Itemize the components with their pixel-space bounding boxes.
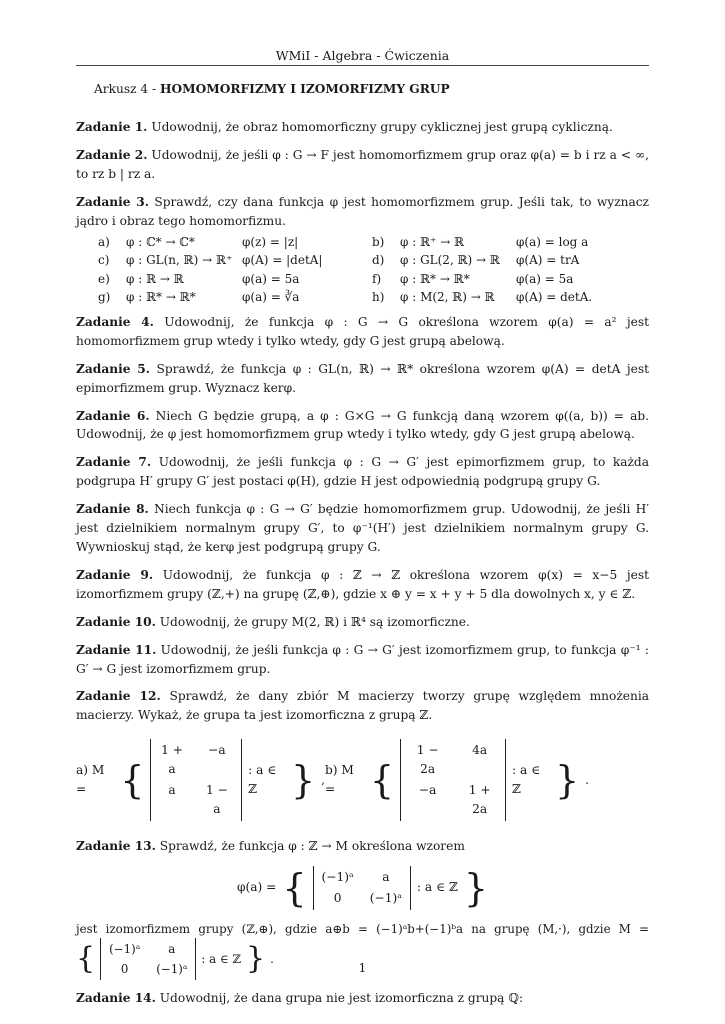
task-label: Zadanie 5. [76, 361, 151, 376]
task-text: Udowodnij, że jeśli funkcja φ : G → G′ jest epimorfizmem grup, to każda podgrupa H′ grupy G′ jest postaci φ(H), gdzie H jest odpowiednią podgrupą grupy G. [76, 455, 649, 489]
task-3-cell: φ : ℝ* → ℝ* [400, 271, 470, 286]
task-8 [76, 500, 649, 557]
matrix-cell: 1 + a [161, 743, 183, 777]
task-label: Zadanie 13. [76, 838, 156, 853]
task-3-cell: φ : ℝ⁺ → ℝ [400, 234, 465, 249]
task-3-cell: φ : GL(n, ℝ) → ℝ⁺ [126, 253, 233, 268]
task-3-row [98, 288, 596, 307]
task-3-row [98, 251, 596, 270]
matrix [400, 739, 506, 821]
task-1 [76, 118, 649, 137]
task-label: Zadanie 2. [76, 147, 148, 162]
task-14 [76, 989, 649, 1008]
matrix-cell: −a [418, 783, 437, 798]
set-condition: : a ∈ ℤ [416, 880, 458, 895]
task-text: Sprawdź, że funkcja φ : ℤ → M określona wzorem [159, 838, 465, 853]
task-5 [76, 360, 649, 398]
task-3-cell: φ(A) = detA. [516, 290, 593, 305]
task-3-cell: φ : ℝ* → ℝ* [126, 290, 196, 305]
matrix-cell: (−1)ᵃ [369, 890, 402, 905]
set-condition: : a ∈ ℤ [512, 763, 541, 797]
task-3-cell: b) [372, 234, 385, 249]
task-list [76, 118, 649, 1017]
set-prefix: a) M = [76, 763, 105, 797]
phi-label: φ(a) = [236, 880, 277, 895]
task-text: Udowodnij, że obraz homomorficzny grupy cyklicznej jest grupą cykliczną. [151, 120, 613, 134]
task-label: Zadanie 10. [76, 614, 156, 629]
sheet-prefix: Arkusz 4 - [94, 82, 161, 96]
matrix-cell: a [168, 941, 176, 956]
task-3-cell: φ : ℂ* → ℂ* [126, 234, 195, 249]
matrix-cell: 0 [120, 962, 129, 977]
task-text: jest izomorfizmem grupy (ℤ,⊕), gdzie a⊕b = (−1)ᵃb+(−1)ᵇa na grupę (M,·), gdzie M = [76, 921, 649, 936]
left-brace: { [120, 758, 145, 803]
matrix-cell: 1 − a [205, 783, 228, 816]
task-label: Zadanie 7. [76, 455, 152, 470]
task-label: Zadanie 12. [76, 689, 161, 704]
left-brace: { [282, 865, 307, 910]
right-brace: } [290, 758, 316, 803]
page-number: 1 [358, 960, 367, 975]
task-3-cell: φ(a) = ∛a [242, 290, 300, 305]
set-end: , [321, 772, 325, 787]
matrix-cell: a [168, 783, 176, 798]
task-3-cell: φ : M(2, ℝ) → ℝ [400, 290, 495, 305]
task-label: Zadanie 6. [76, 408, 150, 423]
task-label: Zadanie 8. [76, 502, 149, 517]
task-3-cell: a) [98, 234, 110, 249]
task-7 [76, 453, 649, 491]
right-brace: } [246, 941, 266, 977]
task-11 [76, 641, 649, 679]
task-3-items [98, 233, 596, 307]
matrix-cell: a [382, 869, 390, 884]
task-6 [76, 407, 649, 445]
task-3-cell: h) [372, 290, 385, 305]
task-3-cell: e) [98, 271, 110, 286]
task-label: Zadanie 3. [76, 194, 149, 209]
matrix-cell: −a [208, 743, 226, 758]
task-label: Zadanie 9. [76, 567, 154, 582]
task-text: Niech G będzie grupą, a φ : G×G → G funkcją daną wzorem φ((a, b)) = ab. Udowodnij, że φ jest homomorfizmem grup wtedy i tylko wtedy, gdy G jest grupą abelową. [76, 408, 650, 442]
sheet-title [94, 80, 450, 99]
task-text: Udowodnij, że grupy M(2, ℝ) i ℝ⁴ są izomorficzne. [159, 614, 470, 629]
task-3-row [98, 233, 596, 252]
task-3-cell: φ(z) = |z| [242, 234, 299, 249]
matrix-cell: (−1)ᵃ [109, 941, 141, 956]
set-end: . [585, 772, 590, 787]
task-3-cell: φ(a) = 5a [516, 271, 574, 286]
matrix-cell: 1 + 2a [468, 783, 491, 816]
task-text: Sprawdź, że dany zbiór M macierzy tworzy grupę względem mnożenia macierzy. Wykaż, że grupa ta jest izomorficzna z grupą ℤ. [76, 689, 650, 723]
task-label: Zadanie 14. [76, 991, 156, 1006]
task-text: Udowodnij, że funkcja φ : G → G określona wzorem φ(a) = a² jest homomorfizmem grup wtedy i tylko wtedy, gdy G jest grupą abelową. [76, 314, 649, 348]
matrix [150, 739, 242, 821]
task-3-cell: f) [372, 271, 382, 286]
task-12-set-b [325, 739, 589, 821]
sheet-heading: HOMOMORFIZMY I IZOMORFIZMY GRUP [160, 82, 450, 96]
right-brace: } [554, 758, 580, 803]
task-text: Sprawdź, że funkcja φ : GL(n, ℝ) → ℝ* określona wzorem φ(A) = detA jest epimorfizmem grup. Wyznacz kerφ. [76, 361, 649, 395]
matrix-cell: 4a [472, 743, 488, 758]
task-10 [76, 613, 649, 632]
task-3-cell: φ(A) = |detA| [242, 253, 323, 268]
task-text: Sprawdź, czy dana funkcja φ jest homomorfizmem grup. Jeśli tak, to wyznacz jądro i obraz tego homomorfizmu. [76, 194, 649, 228]
task-12 [76, 687, 649, 725]
matrix-cell: (−1)ᵃ [156, 962, 188, 977]
task-text: Udowodnij, że funkcja φ : ℤ → ℤ określona wzorem φ(x) = x−5 jest izomorfizmem grupy (ℤ,+) na grupę (ℤ,⊕), gdzie x ⊕ y = x + y + 5 dla dowolnych x, y ∈ ℤ. [76, 567, 649, 601]
page-header: WMiI - Algebra - Ćwiczenia [275, 48, 450, 63]
task-13 [76, 837, 649, 856]
task-text: Udowodnij, że jeśli funkcja φ : G → G′ jest izomorfizmem grup, to funkcja φ⁻¹ : G′ → G jest izomorfizmem grup. [76, 642, 650, 676]
matrix-cell: 0 [333, 890, 342, 905]
task-4 [76, 313, 649, 351]
task-3-cell: g) [98, 290, 111, 305]
task-3-cell: φ(A) = trA [516, 253, 580, 268]
right-brace: } [463, 865, 489, 910]
left-brace: { [76, 941, 96, 977]
matrix [313, 866, 411, 910]
task-12-set-a [76, 739, 325, 821]
task-3-cell: c) [98, 253, 110, 268]
task-3-cell: φ : GL(2, ℝ) → ℝ [400, 253, 500, 268]
header-rule [76, 65, 649, 66]
set-end: . [270, 951, 274, 966]
task-3-row [98, 270, 596, 289]
set-condition: : a ∈ ℤ [248, 763, 277, 797]
set-prefix: b) M = [324, 763, 354, 797]
task-3 [76, 193, 649, 231]
task-3-cell: φ(a) = log a [516, 234, 589, 249]
task-3-cell: φ(a) = 5a [242, 271, 300, 286]
set-condition: : a ∈ ℤ [201, 951, 242, 966]
matrix-cell: (−1)ᵃ [321, 869, 354, 884]
task-text: Niech funkcja φ : G → G′ będzie homomorfizmem grup. Udowodnij, że jeśli H′ jest dzielnikiem normalnym grupy G′, to φ⁻¹(H′) jest dzielnikiem normalnym grupy G. Wywnioskuj stąd, że kerφ jest podgrupą grupy G. [76, 502, 650, 554]
task-2 [76, 146, 649, 184]
task-label: Zadanie 11. [76, 642, 157, 657]
task-label: Zadanie 1. [76, 120, 148, 134]
task-3-cell: φ : ℝ → ℝ [126, 271, 184, 286]
matrix-cell: 1 − 2a [416, 743, 439, 777]
task-9 [76, 566, 649, 604]
task-text: Udowodnij, że dana grupa nie jest izomorficzna z grupą ℚ: [159, 991, 524, 1006]
task-12-sets [76, 739, 589, 821]
left-brace: { [369, 758, 394, 803]
task-3-cell: d) [372, 253, 385, 268]
task-text: Udowodnij, że jeśli φ : G → F jest homomorfizmem grup oraz φ(a) = b i rz a < ∞, to rz b | rz a. [76, 147, 649, 181]
task-13-formula [76, 866, 649, 910]
task-label: Zadanie 4. [76, 314, 154, 329]
